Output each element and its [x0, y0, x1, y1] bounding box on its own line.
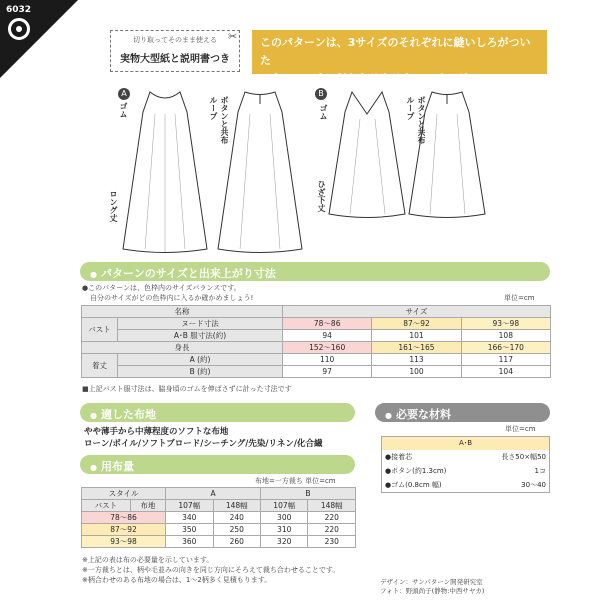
- nude-label: ヌード寸法: [118, 318, 283, 330]
- length-b-size2: 100: [372, 366, 461, 378]
- seam-allowance-banner: [252, 30, 547, 85]
- length-b-size3: 104: [461, 366, 550, 378]
- usage-unit: 布地=一方裁ち 単位=cm: [255, 477, 336, 485]
- size-note2: 自分のサイズがどの色枠内に入るか確かめましょう!: [90, 294, 254, 302]
- elastic-label-a: ゴム: [119, 102, 128, 118]
- credit-design: デザイン：サンパターン開発研究室: [380, 578, 483, 586]
- length-a-size3: 117: [461, 354, 550, 366]
- fin-size1: 94: [283, 330, 372, 342]
- length-row-label: 着丈: [82, 354, 118, 378]
- size-section-title: ● パターンのサイズと出来上がり寸法: [80, 262, 550, 281]
- dress-a-back: [218, 92, 302, 253]
- dress-b-front: [329, 92, 405, 218]
- material-row: ●ゴム(0.8cm 幅) 30〜40: [385, 481, 546, 489]
- size-unit: 単位=cm: [504, 294, 535, 302]
- length-b-label: B (約): [118, 366, 283, 378]
- pattern-code: 6032: [6, 5, 32, 15]
- materials-section-title: ● 必要な材料: [375, 403, 550, 422]
- cut-notice-line1: 切り取ってそのまま使える: [133, 36, 217, 44]
- style-header: スタイル: [82, 488, 166, 500]
- finished-label: A･B 服寸法(約): [118, 330, 283, 342]
- b107-header: 107幅: [260, 500, 307, 512]
- table-row: 93〜98 360 260 320 230: [82, 536, 356, 548]
- fabric-section-title: ● 適した布地: [80, 403, 355, 422]
- elastic-label-b: ゴム: [319, 104, 328, 120]
- size-footnote: ■上記バスト服寸法は、脇身頃のゴムを伸ばさずに計った寸法です: [82, 385, 292, 393]
- style-a-badge: A: [118, 88, 130, 100]
- height-size1: 152〜160: [283, 342, 372, 354]
- length-a-size1: 110: [283, 354, 372, 366]
- usage-note3: ※柄合わせのある布地の場合は、1〜2柄多く見積もります。: [82, 576, 272, 584]
- button-loop-label-b: ボタンと共布ループ: [406, 96, 426, 144]
- usage-note1: ※上記の表は布の必要量を示しています。: [82, 556, 214, 564]
- bust-row-label: バスト: [82, 318, 118, 342]
- nude-size2: 87〜92: [372, 318, 461, 330]
- style-a-header: A: [166, 488, 261, 500]
- knee-length-label: ひざ下丈: [317, 180, 326, 212]
- height-size2: 161〜165: [372, 342, 461, 354]
- length-b-size1: 97: [283, 366, 372, 378]
- nude-size3: 93〜98: [461, 318, 550, 330]
- bust-col-header: バスト: [82, 500, 131, 512]
- cut-notice-line2: 実物大型紙と説明書つき: [120, 54, 230, 65]
- b148-header: 148幅: [308, 500, 356, 512]
- dress-illustration: [95, 84, 515, 254]
- fin-size2: 101: [372, 330, 461, 342]
- length-a-size2: 113: [372, 354, 461, 366]
- banner-line2: パターンです。だからラクラクソーイング!: [260, 72, 473, 85]
- credit: [380, 578, 484, 596]
- height-label: 身長: [82, 342, 283, 354]
- table-row: 87〜92 350 250 310 220: [82, 524, 356, 536]
- a107-header: 107幅: [166, 500, 213, 512]
- nude-size1: 78〜86: [283, 318, 372, 330]
- usage-table: [81, 487, 356, 548]
- materials-header: A･B: [382, 437, 549, 450]
- banner-line1: このパターンは、3サイズのそれぞれに縫いしろがついた: [260, 36, 531, 67]
- header-name: 名称: [82, 306, 283, 318]
- size-note1: ●このパターンは、色枠内のサイズバランスです。: [82, 284, 241, 292]
- style-b-header: B: [260, 488, 355, 500]
- materials-table: [381, 436, 550, 493]
- material-row: ●ボタン(約1.3cm) 1コ: [385, 467, 546, 475]
- fabric-col-header: 布地: [130, 500, 165, 512]
- height-size3: 166〜170: [461, 342, 550, 354]
- materials-unit: 単位=cm: [505, 425, 536, 433]
- a148-header: 148幅: [213, 500, 260, 512]
- length-a-label: A (約): [118, 354, 283, 366]
- usage-section-title: ● 用布量: [80, 455, 355, 474]
- fabric-line2: ローン/ボイル/ソフトブロード/シーチング/先染/リネン/化合繊: [84, 439, 323, 449]
- credit-photo: フォト：野頭尚子(静物:中西サヤカ): [380, 587, 485, 595]
- fabric-line1: やや薄手から中薄程度のソフトな布地: [84, 427, 229, 437]
- usage-note2: ※一方裁ちとは、柄や毛並みの向きを同じ方向にそろえて裁ち合わせることです。: [82, 566, 340, 574]
- style-b-badge: B: [315, 88, 327, 100]
- scissors-icon: ✂: [228, 30, 238, 43]
- table-row: 78〜86 340 240 300 220: [82, 512, 356, 524]
- long-length-label: ロング丈: [109, 190, 118, 222]
- material-row: ●接着芯 長さ50×幅50: [385, 453, 546, 461]
- size-table: [81, 305, 551, 378]
- fin-size3: 108: [461, 330, 550, 342]
- header-size: サイズ: [283, 306, 551, 318]
- button-loop-label-a: ボタンと共布ループ: [209, 96, 229, 144]
- brand-logo-icon: [8, 18, 30, 40]
- cut-notice-box: [110, 30, 240, 72]
